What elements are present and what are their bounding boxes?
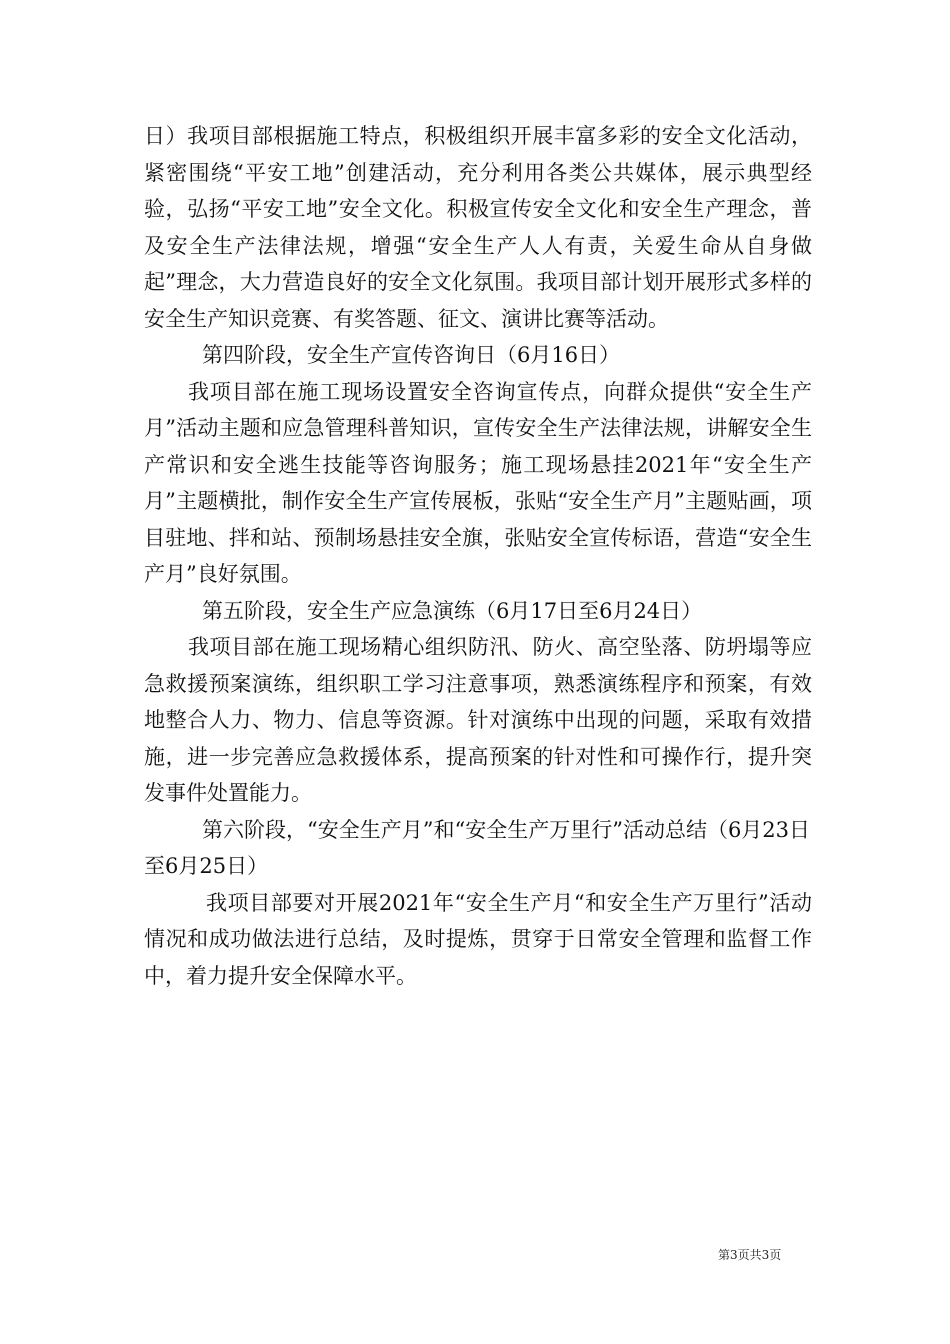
paragraph-stage-five: 我项目部在施工现场精心组织防汛、防火、高空坠落、防坍塌等应急救援预案演练，组织职工学习注意事项，熟悉演练程序和预案，有效地整合人力、物力、信息等资源。针对演练中出现的问题，采取有效措施，进一步完善应急救援体系，提高预案的针对性和可操作行，提升突发事件处置能力。 [144,635,812,805]
paragraph-stage-six: 我项目部要对开展2021年“安全生产月“和安全生产万里行”活动情况和成功做法进行总结，及时提炼，贯穿于日常安全管理和监督工作中，着力提升安全保障水平。 [144,890,812,988]
paragraph-activity-continuation: 日）我项目部根据施工特点，积极组织开展丰富多彩的安全文化活动，紧密围绕“平安工地”创建活动，充分利用各类公共媒体，展示典型经验，弘扬“平安工地”安全文化。积极宣传安全文化和安全生产理念，普及安全生产法律法规，增强“安全生产人人有责，关爱生命从自身做起”理念，大力营造良好的安全文化氛围。我项目部计划开展形式多样的安全生产知识竞赛、有奖答题、征文、演讲比赛等活动。 [144,124,812,331]
page-number-footer: 第3页共3页 [718,1248,782,1262]
document-body [144,118,812,994]
heading-stage-five: 第五阶段，安全生产应急演练（6月17日至6月24日） [202,598,703,623]
heading-stage-six: 第六阶段，“安全生产月”和“安全生产万里行”活动总结（6月23日至6月25日） [144,817,811,878]
heading-stage-four: 第四阶段，安全生产宣传咨询日（6月16日） [202,343,621,367]
paragraph-stage-four: 我项目部在施工现场设置安全咨询宣传点，向群众提供“安全生产月”活动主题和应急管理科普知识，宣传安全生产法律法规，讲解安全生产常识和安全逃生技能等咨询服务；施工现场悬挂2021年“安全生产月”主题横批，制作安全生产宣传展板，张贴“安全生产月”主题贴画，项目驻地、拌和站、预制场悬挂安全旗，张贴安全宣传标语，营造“安全生产月”良好氛围。 [144,379,812,586]
